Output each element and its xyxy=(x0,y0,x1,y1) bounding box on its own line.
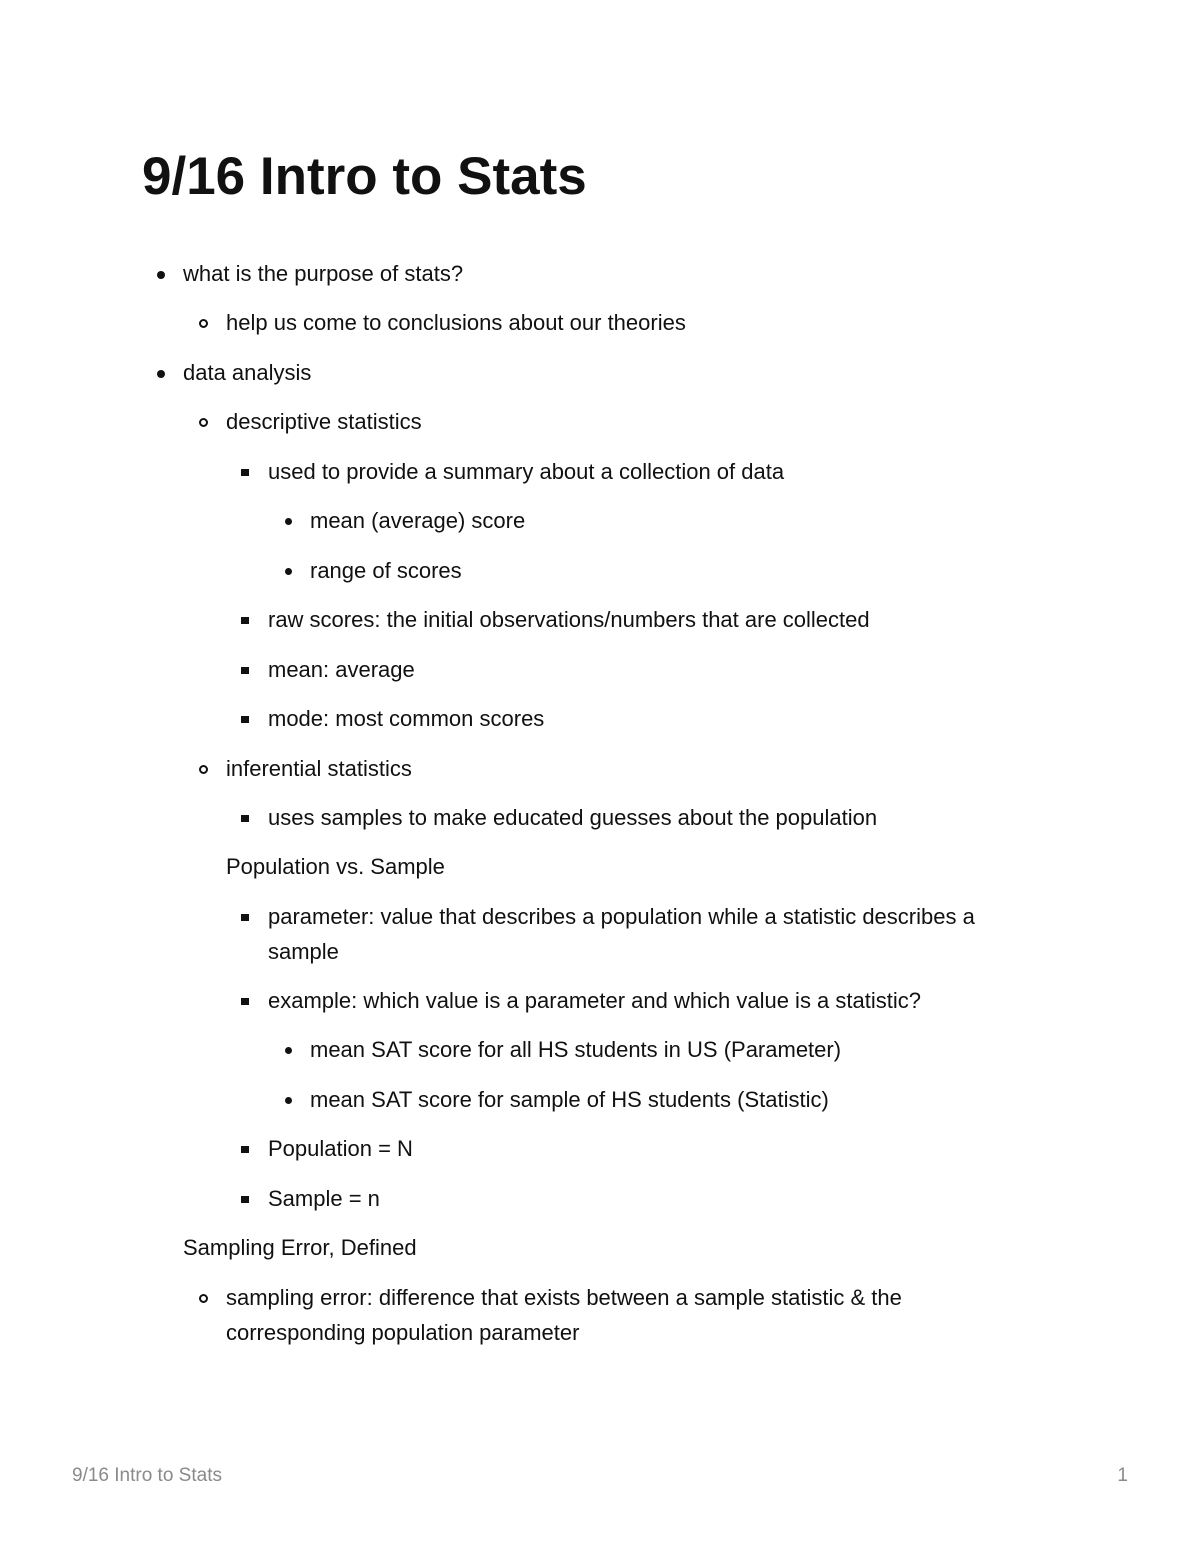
list-item: used to provide a summary about a collection of data xyxy=(268,459,785,484)
bullet-square-icon xyxy=(241,1196,249,1203)
list-item: sampling error: difference that exists between a sample statistic & the corresponding population parameter xyxy=(226,1285,902,1345)
list-item: example: which value is a parameter and which value is a statistic? xyxy=(268,988,921,1013)
bullet-circle-icon xyxy=(199,765,208,774)
list-item: mean SAT score for sample of HS students (Statistic) xyxy=(310,1087,829,1112)
bullet-square-icon xyxy=(241,667,249,674)
bullet-square-icon xyxy=(241,815,249,822)
bullet-square-icon xyxy=(241,617,249,624)
list-item: inferential statistics xyxy=(226,756,412,781)
list-item: mode: most common scores xyxy=(268,706,545,731)
bullet-disc-icon xyxy=(285,1097,292,1104)
list-item: raw scores: the initial observations/numbers that are collected xyxy=(268,607,870,632)
list-item: what is the purpose of stats? xyxy=(183,261,464,286)
page-title: 9/16 Intro to Stats xyxy=(142,147,587,206)
list-item: parameter: value that describes a population while a statistic describes a sample xyxy=(268,904,975,964)
list-item: descriptive statistics xyxy=(226,409,422,434)
bullet-square-icon xyxy=(241,1146,249,1153)
list-item: mean SAT score for all HS students in US (Parameter) xyxy=(310,1037,842,1062)
bullet-circle-icon xyxy=(199,1294,208,1303)
bullet-disc-icon xyxy=(157,271,165,279)
bullet-square-icon xyxy=(241,998,249,1005)
list-item: help us come to conclusions about our theories xyxy=(226,310,686,335)
section-heading: Population vs. Sample xyxy=(226,854,445,879)
bullet-square-icon xyxy=(241,469,249,476)
bullet-square-icon xyxy=(241,716,249,723)
list-item: Population = N xyxy=(268,1136,413,1161)
list-item: data analysis xyxy=(183,360,312,385)
bullet-disc-icon xyxy=(285,518,292,525)
bullet-circle-icon xyxy=(199,418,208,427)
bullet-disc-icon xyxy=(285,1047,292,1054)
list-item: Sample = n xyxy=(268,1186,380,1211)
list-item: mean: average xyxy=(268,657,415,682)
bullet-disc-icon xyxy=(157,370,165,378)
footer-title: 9/16 Intro to Stats xyxy=(72,1465,222,1486)
section-heading: Sampling Error, Defined xyxy=(183,1235,417,1260)
list-item: uses samples to make educated guesses about the population xyxy=(268,805,878,830)
page-number: 1 xyxy=(1117,1465,1128,1486)
list-item: mean (average) score xyxy=(310,508,526,533)
list-item: range of scores xyxy=(310,558,462,583)
bullet-circle-icon xyxy=(199,319,208,328)
bullet-square-icon xyxy=(241,914,249,921)
bullet-disc-icon xyxy=(285,568,292,575)
